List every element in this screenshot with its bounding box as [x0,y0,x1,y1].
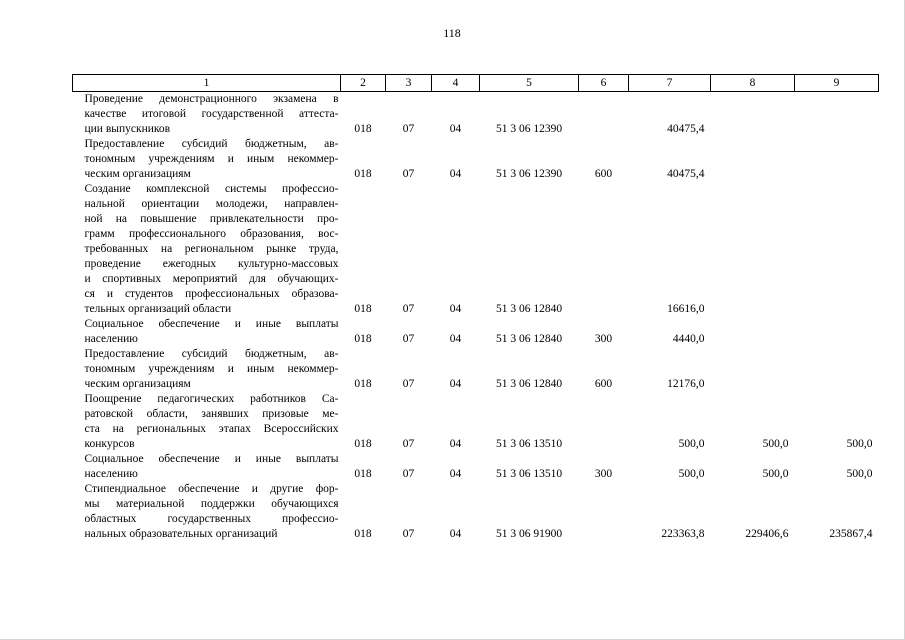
cell-value: 51 3 06 12390 [495,123,563,135]
column-header: 1 [73,75,341,92]
cell-value: 018 [354,468,372,480]
column-header: 6 [579,75,629,92]
cell-value [579,392,629,452]
table-row [73,317,879,347]
cell-value [711,317,795,347]
name-line: Социальное обеспечение и иные выплаты [84,318,339,330]
cell-value [711,137,795,182]
name-line: тономным учреждениям и иным некоммер- [84,363,339,375]
cell-value [795,137,879,182]
cell-value: 07 [402,168,415,180]
cell-value: 223363,8 [661,528,705,540]
cell-value: 04 [449,438,462,450]
cell-name [73,182,341,317]
table-row [73,452,879,482]
cell-value: 40475,4 [667,123,705,135]
cell-value: 04 [449,333,462,345]
cell-value [711,92,795,138]
cell-value: 300 [594,333,613,345]
cell-value [579,92,629,138]
cell-name [73,92,341,138]
cell-value: 51 3 06 13510 [495,468,563,480]
cell-value: 04 [449,303,462,315]
cell-value: 07 [402,303,415,315]
cell-value: 07 [402,468,415,480]
name-line: нальных образовательных организаций [84,528,278,540]
cell-value: 04 [449,123,462,135]
cell-value: 07 [402,438,415,450]
cell-value: 04 [449,528,462,540]
table-body [73,92,879,543]
cell-value: 500,0 [762,438,789,450]
name-line: Поощрение педагогических работников Са- [84,393,339,405]
cell-value: 16616,0 [667,303,705,315]
column-header: 3 [386,75,432,92]
budget-table [72,74,879,542]
cell-value: 500,0 [678,438,705,450]
column-header: 9 [795,75,879,92]
cell-value: 51 3 06 13510 [495,438,563,450]
cell-value: 018 [354,528,372,540]
name-line: Социальное обеспечение и иные выплаты [84,453,339,465]
cell-value: 51 3 06 91900 [495,528,563,540]
name-line: конкурсов [84,438,135,450]
name-line: тономным учреждениям и иным некоммер- [84,153,339,165]
cell-value: 018 [354,123,372,135]
name-line: населению [84,333,138,345]
table-row [73,92,879,138]
cell-value: 500,0 [846,438,873,450]
name-line: областных государственных профессио- [84,513,339,525]
cell-value: 600 [594,168,613,180]
cell-value: 07 [402,333,415,345]
cell-value: 51 3 06 12840 [495,303,563,315]
table-header-row [73,75,879,92]
cell-value: 500,0 [678,468,705,480]
cell-value: 51 3 06 12840 [495,333,563,345]
table-row [73,182,879,317]
cell-value [795,92,879,138]
table-row [73,392,879,452]
table-row [73,137,879,182]
name-line: требованных на региональном рынке труда, [84,243,339,255]
cell-value [579,482,629,542]
name-line: ческим организациям [84,168,191,180]
cell-value: 51 3 06 12840 [495,378,563,390]
table-row [73,482,879,542]
cell-value [795,347,879,392]
cell-value: 229406,6 [745,528,789,540]
name-line: мы материальной поддержки обучающихся [84,498,339,510]
cell-value: 07 [402,378,415,390]
name-line: Стипендиальное обеспечение и другие фор- [84,483,339,495]
column-header: 7 [629,75,711,92]
cell-value: 07 [402,123,415,135]
column-header: 8 [711,75,795,92]
name-line: Предоставление субсидий бюджетным, ав- [84,348,339,360]
cell-value: 07 [402,528,415,540]
cell-name [73,452,341,482]
name-line: ной на повышение привлекательности про- [84,213,339,225]
name-line: качестве итоговой государственной аттеста- [84,108,339,120]
cell-value [795,317,879,347]
cell-value: 04 [449,168,462,180]
cell-value: 018 [354,168,372,180]
name-line: Проведение демонстрационного экзамена в [84,93,339,105]
table-row [73,347,879,392]
column-header: 5 [480,75,579,92]
cell-name [73,137,341,182]
name-line: ческим организациям [84,378,191,390]
name-line: населению [84,468,138,480]
cell-value [711,347,795,392]
cell-value: 51 3 06 12390 [495,168,563,180]
cell-value: 018 [354,303,372,315]
name-line: нальной ориентации молодежи, направлен- [84,198,339,210]
cell-name [73,347,341,392]
name-line: Создание комплексной системы профессио- [84,183,339,195]
name-line: тельных организаций области [84,303,232,315]
cell-name [73,392,341,452]
cell-value: 500,0 [762,468,789,480]
cell-value: 500,0 [846,468,873,480]
name-line: ции выпускников [84,123,171,135]
cell-value [711,182,795,317]
cell-value: 018 [354,333,372,345]
column-header: 2 [341,75,386,92]
name-line: и спортивных мероприятий для обучающих- [84,273,339,285]
cell-value: 04 [449,378,462,390]
cell-value: 600 [594,378,613,390]
name-line: ся и студентов профессиональных образова- [84,288,339,300]
cell-value: 04 [449,468,462,480]
name-line: ратовской области, занявших призовые ме- [84,408,339,420]
cell-name [73,317,341,347]
cell-value: 12176,0 [667,378,705,390]
page-number: 118 [443,26,461,40]
table-head [73,75,879,92]
name-line: ста на региональных этапах Всероссийских [84,423,339,435]
name-line: Предоставление субсидий бюджетным, ав- [84,138,339,150]
name-line: грамм профессионального образования, вос- [84,228,339,240]
cell-value: 4440,0 [672,333,705,345]
cell-value: 235867,4 [829,528,873,540]
column-header: 4 [432,75,480,92]
name-line: проведение ежегодных культурно-массовых [84,258,339,270]
cell-value: 40475,4 [667,168,705,180]
cell-value: 018 [354,378,372,390]
cell-value [795,182,879,317]
cell-value: 018 [354,438,372,450]
cell-value: 300 [594,468,613,480]
cell-value [579,182,629,317]
cell-name [73,482,341,542]
